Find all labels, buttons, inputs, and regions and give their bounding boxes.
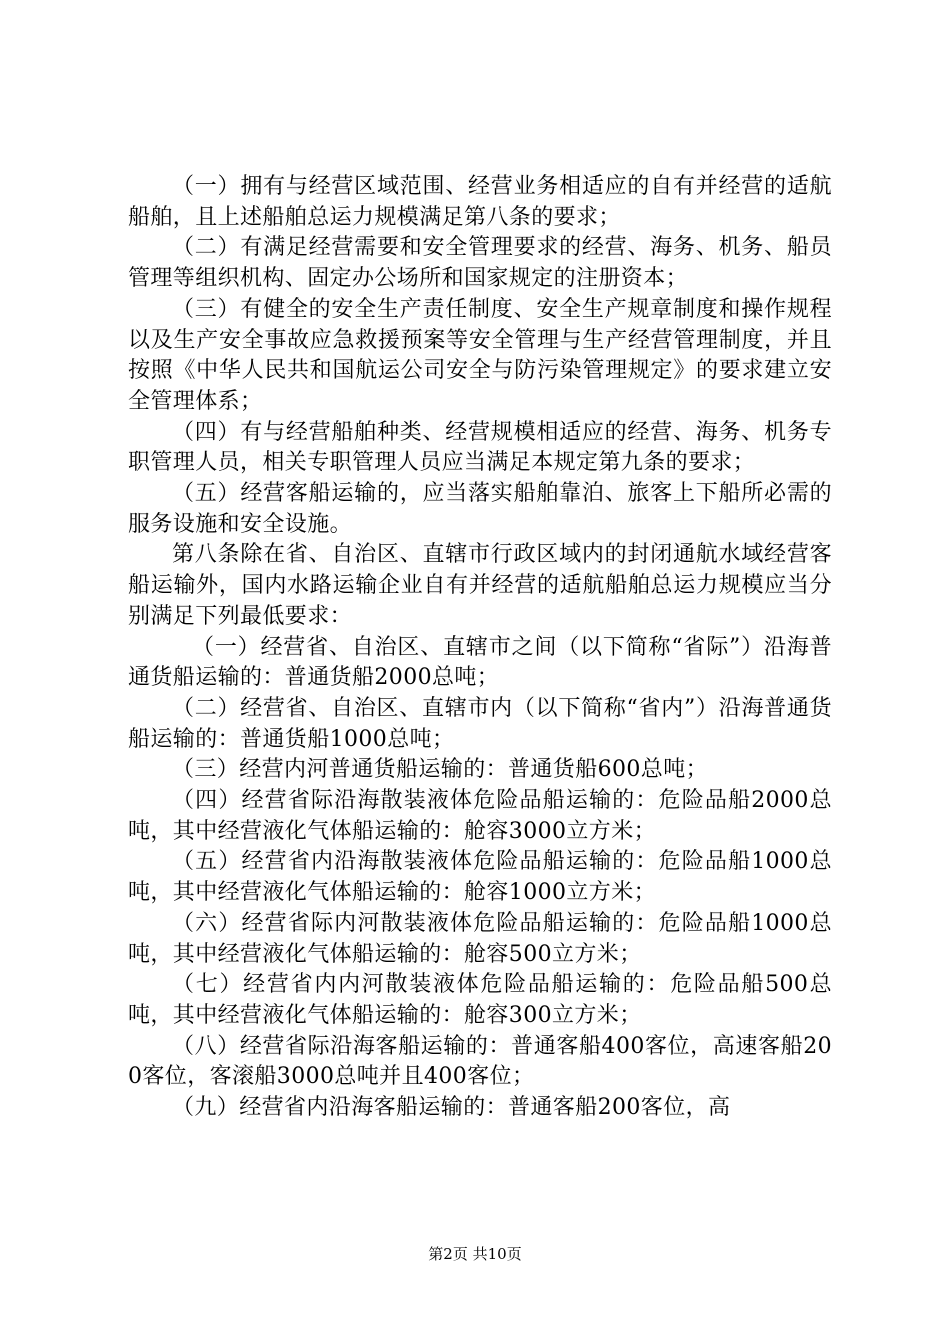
paragraph-13: （七）经营省内内河散装液体危险品船运输的：危险品船500总吨，其中经营液化气体船运输的：舱容300立方米；	[128, 972, 832, 1028]
page-number-footer: 第2页 共10页	[428, 1245, 522, 1263]
paragraph-11: （五）经营省内沿海散装液体危险品船运输的：危险品船1000总吨，其中经营液化气体船运输的：舱容1000立方米；	[128, 849, 832, 906]
paragraph-4: （四）有与经营船舶种类、经营规模相适应的经营、海务、机务专职管理人员，相关专职管理人员应当满足本规定第九条的要求；	[128, 419, 832, 476]
paragraph-14: （八）经营省际沿海客船运输的：普通客船400客位，高速客船200客位，客滚船3000总吨并且400客位；	[128, 1033, 832, 1090]
paragraph-2: （二）有满足经营需要和安全管理要求的经营、海务、机务、船员管理等组织机构、固定办公场所和国家规定的注册资本；	[128, 235, 832, 292]
paragraph-3: （三）有健全的安全生产责任制度、安全生产规章制度和操作规程以及生产安全事故应急救援预案等安全管理与生产经营管理制度，并且按照《中华人民共和国航运公司安全与防污染管理规定》的要求建立安全管理体系；	[128, 296, 832, 414]
paragraph-5: （五）经营客船运输的，应当落实船舶靠泊、旅客上下船所必需的服务设施和安全设施。	[128, 481, 832, 537]
paragraph-8: （二）经营省、自治区、直辖市内（以下简称“省内”）沿海普通货船运输的：普通货船1000总吨；	[128, 695, 832, 752]
document-body	[128, 172, 832, 1124]
paragraph-9: （三）经营内河普通货船运输的：普通货船600总吨；	[172, 757, 708, 783]
paragraph-12: （六）经营省际内河散装液体危险品船运输的：危险品船1000总吨，其中经营液化气体船运输的：舱容500立方米；	[128, 910, 832, 967]
paragraph-article-8: 第八条除在省、自治区、直辖市行政区域内的封闭通航水域经营客船运输外，国内水路运输企业自有并经营的适航船舶总运力规模应当分别满足下列最低要求：	[128, 542, 832, 629]
paragraph-1: （一）拥有与经营区域范围、经营业务相适应的自有并经营的适航船舶，且上述船舶总运力规模满足第八条的要求；	[128, 174, 832, 230]
paragraph-7: （一）经营省、自治区、直辖市之间（以下简称“省际”）沿海普通货船运输的：普通货船2000总吨；	[128, 634, 832, 691]
paragraph-10: （四）经营省际沿海散装液体危险品船运输的：危险品船2000总吨，其中经营液化气体船运输的：舱容3000立方米；	[128, 788, 832, 844]
paragraph-15: （九）经营省内沿海客船运输的：普通客船200客位，高	[172, 1095, 731, 1121]
